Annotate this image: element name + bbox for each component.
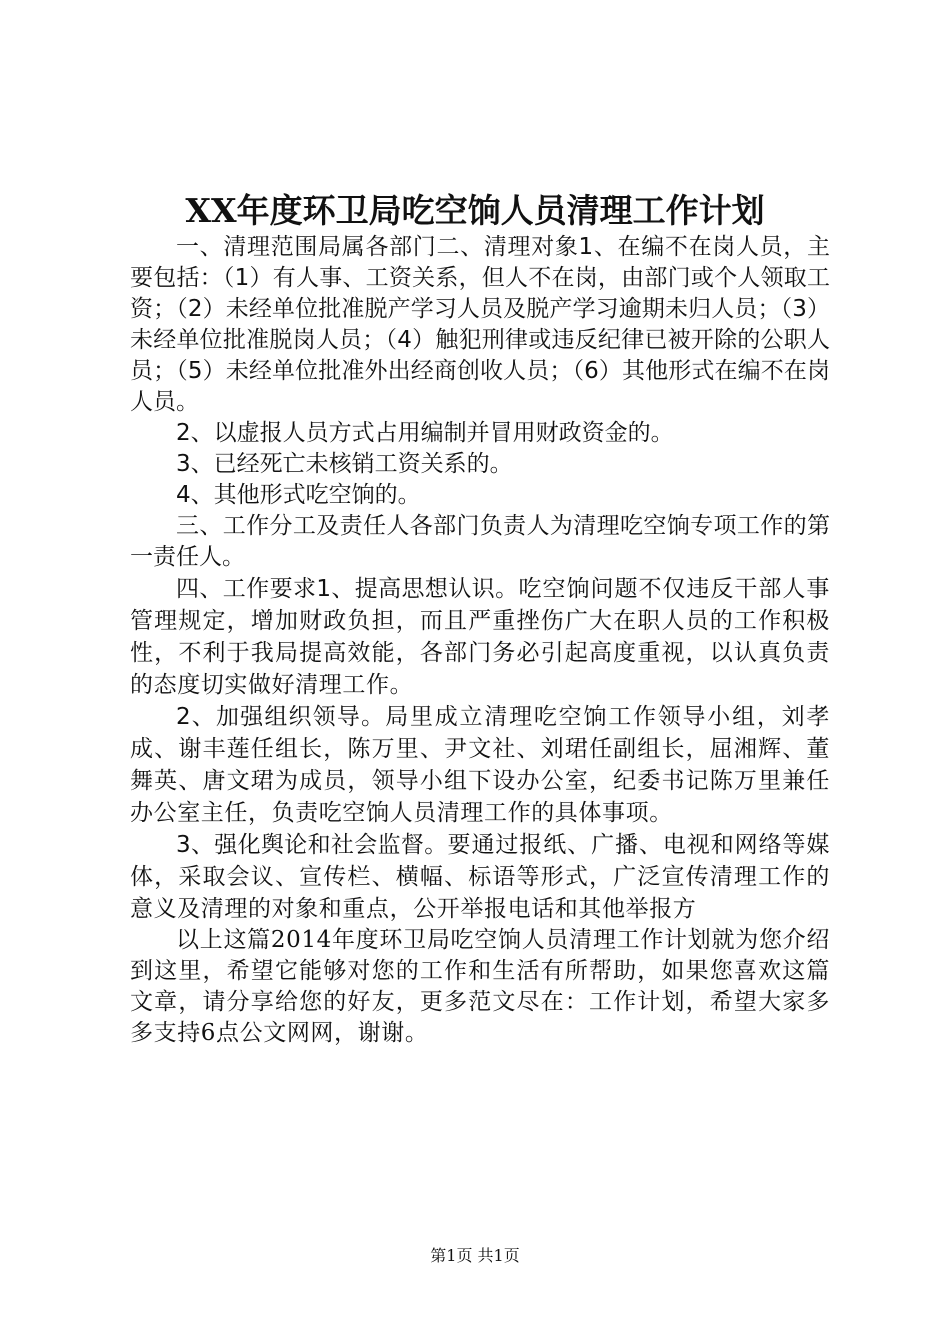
paragraph-text: 吃空饷问题不仅违反干部人事管理规定，增加财政负担，而且严重挫伤广大在职人员的工作积极性，不利于我局提高效能，各部门务必引起高度重视，以认真负责的态度切实做好清理工作。 [130, 576, 830, 698]
document-body [130, 232, 830, 1049]
paragraph-deceased: 3、已经死亡未核销工资关系的。 [176, 451, 513, 477]
paragraph-false-reporting: 2、以虚报人员方式占用编制并冒用财政资金的。 [176, 420, 674, 446]
document-title: XX年度环卫局吃空饷人员清理工作计划 [185, 191, 765, 230]
paragraph-closing: 以上这篇2014年度环卫局吃空饷人员清理工作计划就为您介绍到这里，希望它能够对您的工作和生活有所帮助，如果您喜欢这篇文章，请分享给您的好友，更多范文尽在：工作计划，希望大家多多支持6点公文网网，谢谢。 [130, 927, 830, 1046]
paragraph-lead: 3、强化舆论和社会监督。 [176, 832, 448, 858]
paragraph-leadership [130, 701, 830, 829]
paragraph-text: 要通过报纸、广播、电视和网络等媒体，采取会议、宣传栏、横幅、标语等形式，广泛宣传清理工作的意义及清理的对象和重点，公开举报电话和其他举报方 [130, 832, 830, 922]
paragraph-lead: 2、加强组织领导。 [176, 704, 386, 730]
paragraph-scope-and-targets: 一、清理范围局属各部门二、清理对象1、在编不在岗人员，主要包括：（1）有人事、工资关系，但人不在岗，由部门或个人领取工资；（2）未经单位批准脱产学习人员及脱产学习逾期未归人员；（3）未经单位批准脱岗人员；（4）触犯刑律或违反纪律已被开除的公职人员；（5）未经单位批准外出经商创收人员；（6）其他形式在编不在岗人员。 [130, 234, 830, 415]
paragraph-supervision [130, 829, 830, 925]
paragraph-lead: 四、工作要求1、提高思想认识。 [176, 576, 519, 602]
paragraph-work-requirements [130, 573, 830, 701]
page-footer: 第1页 共1页 [430, 1246, 520, 1265]
paragraph-other-forms: 4、其他形式吃空饷的。 [176, 482, 421, 508]
paragraph-text: 局里成立清理吃空饷工作领导小组，刘孝成、谢丰莲任组长，陈万里、尹文社、刘珺任副组长，屈湘辉、董舞英、唐文珺为成员，领导小组下设办公室，纪委书记陈万里兼任办公室主任，负责吃空饷人员清理工作的具体事项。 [130, 704, 830, 826]
paragraph-responsibility: 三、工作分工及责任人各部门负责人为清理吃空饷专项工作的第一责任人。 [130, 513, 830, 570]
